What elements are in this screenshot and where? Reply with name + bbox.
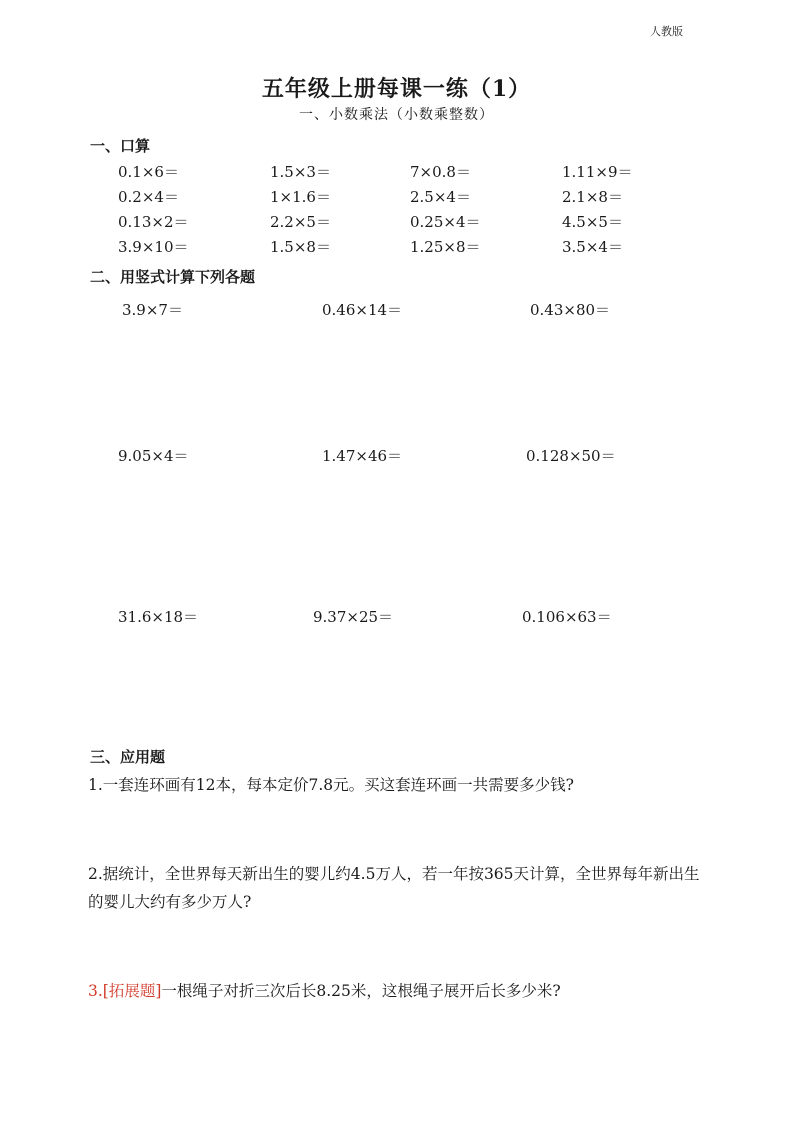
vertical-problem: 9.05×4＝	[118, 447, 189, 465]
oral-item: 1.5×3＝	[270, 163, 331, 181]
oral-item: 2.5×4＝	[410, 188, 471, 206]
vertical-problem: 0.128×50＝	[526, 447, 616, 465]
oral-item: 0.25×4＝	[410, 213, 481, 231]
vertical-problem: 0.43×80＝	[530, 301, 611, 319]
oral-item: 4.5×5＝	[562, 213, 623, 231]
oral-item: 1.25×8＝	[410, 238, 481, 256]
page-subtitle: 一、小数乘法（小数乘整数）	[299, 107, 494, 123]
page-title: 五年级上册每课一练（1）	[261, 76, 532, 102]
oral-item: 3.9×10＝	[118, 238, 189, 256]
word-problem-3-text: 一根绳子对折三次后长8.25米，这根绳子展开后长多少米?	[161, 982, 561, 1000]
section-heading-vertical: 二、用竖式计算下列各题	[90, 268, 256, 286]
vertical-problem: 3.9×7＝	[122, 301, 183, 319]
oral-item: 1×1.6＝	[270, 188, 331, 206]
oral-item: 1.5×8＝	[270, 238, 331, 256]
extension-tag: 3.[拓展题]	[88, 982, 162, 1000]
oral-item: 3.5×4＝	[562, 238, 623, 256]
section-heading-oral: 一、口算	[90, 137, 151, 155]
vertical-problem: 31.6×18＝	[118, 608, 199, 626]
oral-item: 0.13×2＝	[118, 213, 189, 231]
word-problem-2: 2.据统计，全世界每天新出生的婴儿约4.5万人，若一年按365天计算，全世界每年新出生的婴儿大约有多少万人?	[88, 865, 700, 911]
oral-item: 2.1×8＝	[562, 188, 623, 206]
vertical-problem: 9.37×25＝	[313, 608, 394, 626]
vertical-problem: 1.47×46＝	[322, 447, 403, 465]
word-problem-3	[88, 977, 713, 1005]
oral-item: 7×0.8＝	[410, 163, 471, 181]
oral-item: 1.11×9＝	[562, 163, 633, 181]
oral-item: 0.1×6＝	[118, 163, 179, 181]
vertical-problem: 0.46×14＝	[322, 301, 403, 319]
oral-item: 0.2×4＝	[118, 188, 179, 206]
section-heading-application: 三、应用题	[90, 748, 166, 766]
publisher-label: 人教版	[650, 25, 683, 38]
oral-item: 2.2×5＝	[270, 213, 331, 231]
word-problem-1: 1.一套连环画有12本，每本定价7.8元。买这套连环画一共需要多少钱?	[88, 776, 574, 794]
vertical-problem: 0.106×63＝	[522, 608, 612, 626]
